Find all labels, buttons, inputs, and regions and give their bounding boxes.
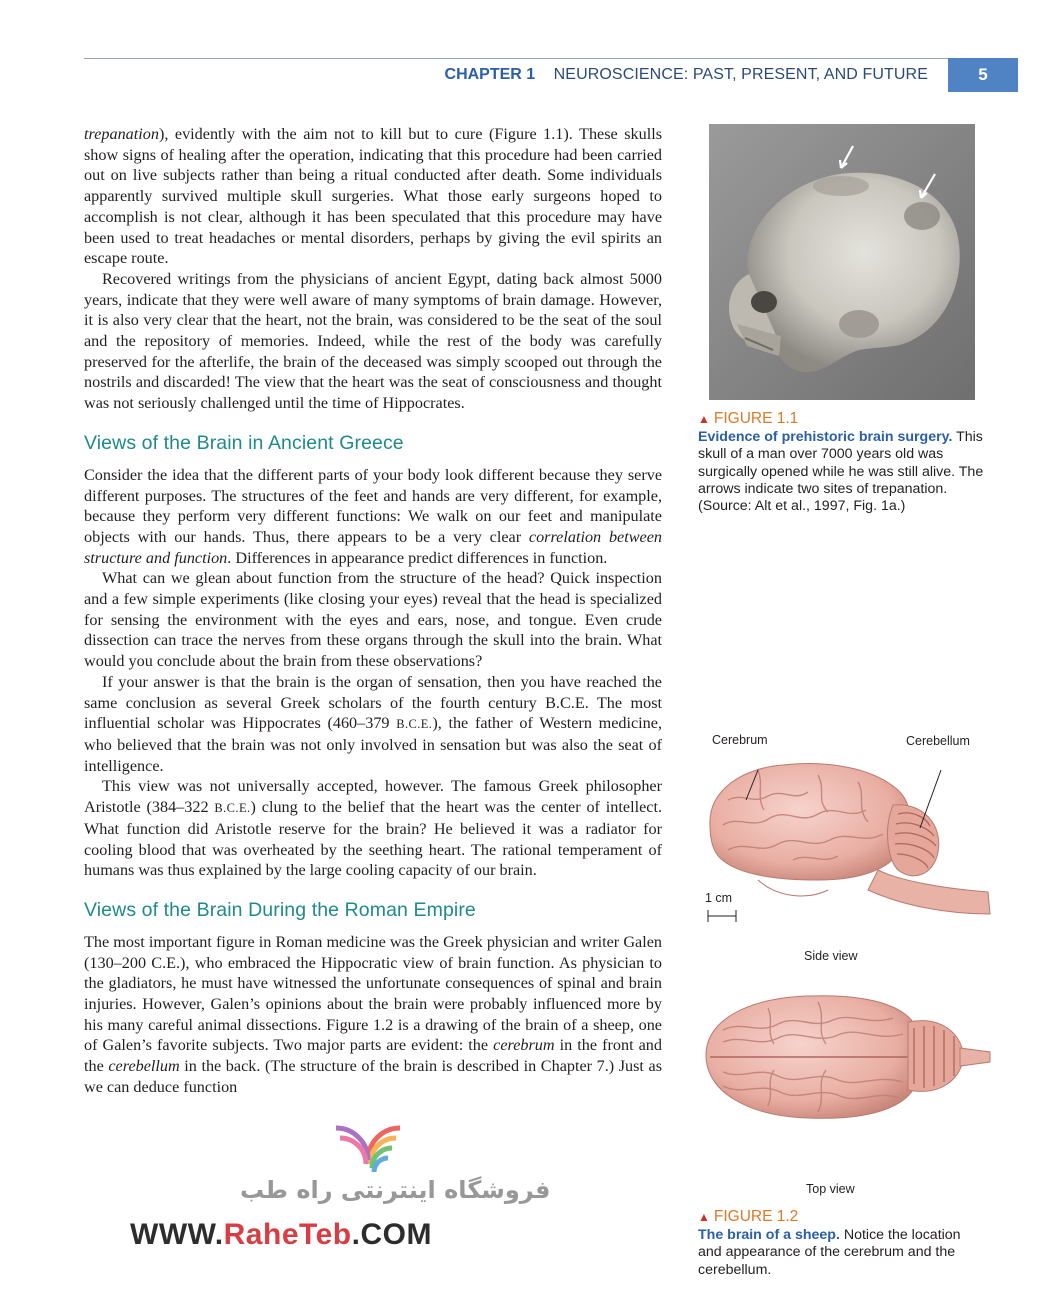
- triangle-icon: ▲: [698, 412, 710, 426]
- term-correlation: correlation between structure and function: [84, 527, 662, 567]
- era-abbrev: B.C.E.: [214, 801, 251, 816]
- paragraph-text: Consider the idea that the different parts of your body look different because they serve different purposes. The structures of the feet and hands are very different, for example, because they perform very different functions: We walk on our feet and manipulate objects with our hands. Thus, there appears to be a very clear: [84, 465, 662, 546]
- figure-1-1-label: [698, 410, 988, 428]
- sheep-brain-illustration: [698, 730, 998, 1200]
- section-heading-greece: Views of the Brain in Ancient Greece: [84, 431, 404, 454]
- page-number: 5: [948, 58, 1018, 92]
- paragraph-text: This view was not universally accepted, however. The famous Greek philosopher Aristotle (384–322: [84, 777, 662, 817]
- paragraph-text: The most important figure in Roman medicine was the Greek physician and writer Galen (130–200 C.E.), who embraced the Hippocratic view of brain function. As physician to the gladiators, he must have witnessed the unfortunate consequences of spinal and brain injuries. However, Galen’s opinions about the brain were probably influenced more by his many careful animal dissections. Figure 1.2 is a drawing of the brain of a sheep, one of Galen’s favorite subjects. Two major parts are evident: the: [84, 932, 662, 1055]
- side-view-brain: [708, 764, 990, 922]
- paragraph-egypt: Recovered writings from the physicians of ancient Egypt, dating back almost 5000 years, indicate that they were well aware of many symptoms of brain damage. However, it is also very clear that the heart, not the brain, was considered to be the seat of the soul and the repository of memories. Indeed, while the rest of the body was carefully preserved for the afterlife, the brain of the deceased was simply scooped out through the nostrils and discarded! The view that the heart was the seat of consciousness and thought was not seriously challenged until the time of Hippocrates.: [84, 269, 662, 413]
- figure-1-2-label: [698, 1208, 988, 1226]
- paragraph-text: ), evidently with the aim not to kill but to cure (Figure 1.1). These skulls show signs of healing after the operation, indicating that this procedure had been carried out on live subjects rather than being a ritual conducted after death. Some individuals apparently survived multiple skull surgeries. What those early surgeons hoped to accomplish is not clear, although it has been speculated that this procedure may have been used to treat headaches or mental disorders, perhaps by giving the evil spirits an escape route.: [84, 125, 662, 268]
- term-cerebellum: cerebellum: [108, 1057, 180, 1076]
- paragraph-text: ) clung to the belief that the heart was the center of intellect. What function did Aristotle reserve for the brain? He believed it was a radiator for cooling blood that was overheated by the seething heart. The rational temperament of humans was thus explained by the large cooling capacity of our brain.: [84, 798, 662, 880]
- running-header: [445, 66, 928, 84]
- caption-text: Notice the location and appearance of the cerebrum and the cerebellum.: [698, 1227, 961, 1278]
- scale-bar: [708, 910, 736, 922]
- label-cerebellum: Cerebellum: [906, 734, 970, 748]
- watermark-url-prefix: WWW.: [130, 1218, 224, 1251]
- paragraph-head-function: What can we glean about function from the structure of the head? Quick inspection and a few simple experiments (like closing your eyes) reveal that the head is specialized for sensing the environment with the eyes and ears, nose, and tongue. Even crude dissection can trace the nerves from these organs through the skull into the brain. What would you conclude about the brain from these observations?: [84, 569, 662, 671]
- label-cerebrum: Cerebrum: [712, 733, 768, 747]
- label-top-view: Top view: [806, 1182, 855, 1196]
- term-cerebrum: cerebrum: [493, 1036, 555, 1055]
- watermark-url-brand: RaheTeb: [223, 1218, 352, 1251]
- chapter-label: CHAPTER 1: [444, 66, 536, 83]
- paragraph-text: ), the father of Western medicine, who believed that the brain was not only involved in sensation but was also the seat of intelligence.: [84, 714, 662, 775]
- paragraph-galen: [84, 932, 662, 1098]
- term-trepanation: trepanation: [84, 125, 159, 143]
- top-view-brain: [706, 996, 990, 1119]
- triangle-icon: ▲: [698, 1210, 710, 1224]
- caption-text: This skull of a man over 7000 years old was surgically opened while he was still alive. The arrows indicate two sites of trepanation. (Source: Alt et al., 1997, Fig. 1a.): [698, 429, 984, 515]
- watermark-url: [130, 1218, 432, 1252]
- watermark-persian-text: فروشگاه اینترنتی راه طب: [240, 1176, 551, 1204]
- era-abbrev: B.C.E.: [396, 717, 433, 732]
- paragraph-text: If your answer is that the brain is the organ of sensation, then you have reached the same conclusion as several Greek scholars of the fourth century B.C.E. The most influential scholar was Hippocrates (460–379: [84, 672, 662, 733]
- paragraph-hippocrates: [84, 672, 662, 777]
- figure-label-text: FIGURE 1.1: [713, 410, 799, 427]
- header-rule: [84, 58, 948, 59]
- paragraph-text: . Differences in appearance predict differences in function.: [227, 548, 608, 567]
- label-scale: 1 cm: [705, 891, 733, 905]
- paragraph-trepanation: [84, 124, 662, 269]
- caption-lead: Evidence of prehistoric brain surgery.: [698, 429, 953, 446]
- paragraph-text: in the back. (The structure of the brain is described in Chapter 7.) Just as we can deduce function: [84, 1057, 663, 1096]
- figure-1-2-caption: [698, 1208, 988, 1279]
- skull-photo: [709, 124, 975, 400]
- label-side-view: Side view: [804, 949, 858, 963]
- main-text-column: [84, 124, 662, 1098]
- chapter-title: NEUROSCIENCE: PAST, PRESENT, AND FUTURE: [553, 66, 928, 83]
- caption-lead: The brain of a sheep.: [698, 1227, 840, 1244]
- paragraph-aristotle: [84, 776, 662, 881]
- section-heading-rome: Views of the Brain During the Roman Empire: [84, 898, 476, 921]
- figure-1-1-caption: [698, 410, 988, 515]
- paragraph-structure-function: [84, 465, 662, 569]
- figure-label-text: FIGURE 1.2: [713, 1208, 799, 1225]
- paragraph-text: in the front and the: [84, 1036, 662, 1076]
- watermark-url-suffix: .COM: [351, 1218, 432, 1251]
